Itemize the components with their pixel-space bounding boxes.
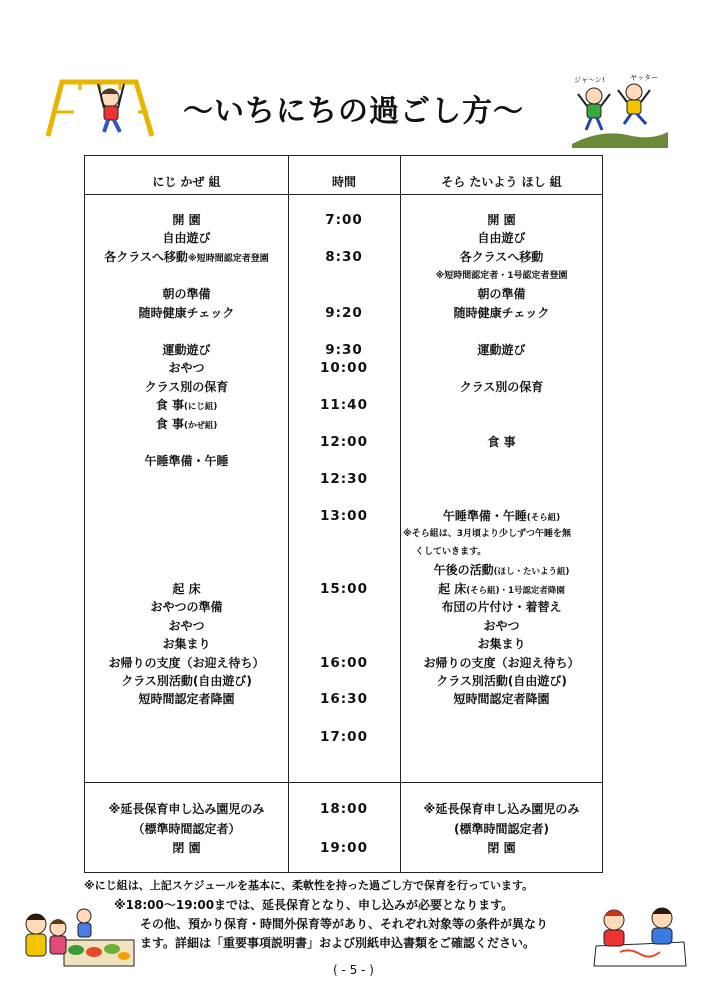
time-0920: 9:20 bbox=[325, 305, 363, 321]
right-afternoon-activity: 午後の活動(ほし・たいよう組) bbox=[433, 563, 570, 577]
time-1140: 11:40 bbox=[320, 397, 368, 413]
right-exercise: 運動遊び bbox=[477, 343, 526, 357]
right-class-care: クラス別の保育 bbox=[459, 380, 544, 394]
schedule-table bbox=[84, 155, 603, 873]
time-1230: 12:30 bbox=[320, 471, 368, 487]
left-snack-2: おやつ bbox=[168, 619, 205, 633]
left-class-care: クラス別の保育 bbox=[144, 380, 229, 394]
left-going-home-prep: お帰りの支度（お迎え待ち） bbox=[108, 656, 265, 670]
left-exercise: 運動遊び bbox=[162, 343, 211, 357]
right-wake-up: 起 床(そら組)・1号認定者降園 bbox=[438, 582, 565, 596]
left-snack-prep: おやつの準備 bbox=[150, 600, 223, 614]
extended-care-divider bbox=[85, 782, 602, 783]
time-1700: 17:00 bbox=[320, 729, 368, 745]
right-standard-time: (標準時間認定者) bbox=[454, 822, 549, 836]
time-0930: 9:30 bbox=[325, 342, 363, 358]
right-morning-prep: 朝の準備 bbox=[477, 287, 526, 301]
left-nap: 午睡準備・午睡 bbox=[144, 454, 229, 468]
children-jumping-illustration bbox=[572, 70, 668, 148]
right-meal: 食 事 bbox=[487, 435, 516, 449]
right-free-play: 自由遊び bbox=[477, 231, 526, 245]
left-extended-care: ※延長保育申し込み園児のみ bbox=[108, 802, 265, 816]
shout-text-2: ヤッター bbox=[630, 74, 658, 82]
shout-text-1: ジャ〜ン! bbox=[574, 76, 605, 84]
left-meal-niji: 食 事(にじ組) bbox=[155, 398, 218, 412]
left-free-play: 自由遊び bbox=[162, 231, 211, 245]
right-close: 閉 園 bbox=[487, 841, 516, 855]
header-right-classes: そら たいよう ほし 組 bbox=[441, 175, 562, 189]
time-1600: 16:00 bbox=[320, 655, 368, 671]
left-standard-time: （標準時間認定者） bbox=[132, 822, 241, 836]
left-close: 閉 園 bbox=[172, 841, 201, 855]
left-open: 開 園 bbox=[172, 213, 201, 227]
left-gathering: お集まり bbox=[162, 637, 211, 651]
left-meal-kaze: 食 事(かぜ組) bbox=[155, 417, 218, 431]
left-class-activity: クラス別活動(自由遊び) bbox=[121, 674, 252, 688]
time-1300: 13:00 bbox=[320, 508, 368, 524]
footer-note-other-1: その他、預かり保育・時間外保育等があり、それぞれ対象等の条件が異なり bbox=[140, 917, 549, 931]
footer-note-extended: ※18:00～19:00までは、延長保育となり、申し込みが必要となります。 bbox=[114, 898, 514, 912]
left-short-time-leave: 短時間認定者降園 bbox=[138, 692, 235, 706]
right-nap: 午睡準備・午睡(そら組) bbox=[442, 509, 561, 523]
left-health-check: 随時健康チェック bbox=[138, 306, 235, 320]
right-class-activity: クラス別活動(自由遊び) bbox=[436, 674, 567, 688]
left-short-time-note: ※短時間認定者登園 bbox=[187, 254, 269, 264]
right-snack: おやつ bbox=[483, 619, 520, 633]
children-drawing-illustration bbox=[590, 902, 690, 968]
right-going-home-prep: お帰りの支度（お迎え待ち） bbox=[423, 656, 580, 670]
right-open: 開 園 bbox=[487, 213, 516, 227]
right-sora-nap-note-2: くしていきます。 bbox=[415, 547, 487, 557]
time-1000: 10:00 bbox=[320, 360, 368, 376]
left-snack: おやつ bbox=[168, 361, 205, 375]
left-morning-prep: 朝の準備 bbox=[162, 287, 211, 301]
time-0830: 8:30 bbox=[325, 249, 363, 265]
page-title: 〜いちにちの過ごし方〜 bbox=[183, 94, 524, 129]
right-short-time-leave: 短時間認定者降園 bbox=[453, 692, 550, 706]
right-short-time-note: ※短時間認定者・1号認定者登園 bbox=[435, 271, 568, 281]
header-divider bbox=[85, 194, 602, 195]
right-futon-tidy: 布団の片付け・着替え bbox=[441, 600, 562, 614]
header-time: 時間 bbox=[331, 175, 356, 189]
time-1900: 19:00 bbox=[320, 840, 368, 856]
right-health-check: 随時健康チェック bbox=[453, 306, 550, 320]
right-sora-nap-note-1: ※そら組は、3月頃より少しずつ午睡を無 bbox=[403, 529, 572, 539]
right-gathering: お集まり bbox=[477, 637, 526, 651]
time-1500: 15:00 bbox=[320, 581, 368, 597]
child-jungle-gym-illustration bbox=[40, 68, 160, 140]
header-left-classes: にじ かぜ 組 bbox=[152, 175, 221, 189]
time-1200: 12:00 bbox=[320, 434, 368, 450]
right-extended-care: ※延長保育申し込み園児のみ bbox=[423, 802, 580, 816]
left-class-move: 各クラスへ移動※短時間認定者登園 bbox=[104, 250, 269, 264]
time-1800: 18:00 bbox=[320, 801, 368, 817]
footer-note-other-2: ます。詳細は「重要事項説明書」および別紙申込書類をご確認ください。 bbox=[140, 936, 536, 950]
left-wake-up: 起 床 bbox=[172, 582, 201, 596]
right-class-move: 各クラスへ移動 bbox=[459, 250, 544, 264]
time-0700: 7:00 bbox=[325, 212, 363, 228]
page-number: ( - 5 - ) bbox=[333, 963, 374, 977]
footer-note-niji: ※にじ組は、上記スケジュールを基本に、柔軟性を持った過ごし方で保育を行っています。 bbox=[84, 879, 534, 892]
time-1630: 16:30 bbox=[320, 691, 368, 707]
